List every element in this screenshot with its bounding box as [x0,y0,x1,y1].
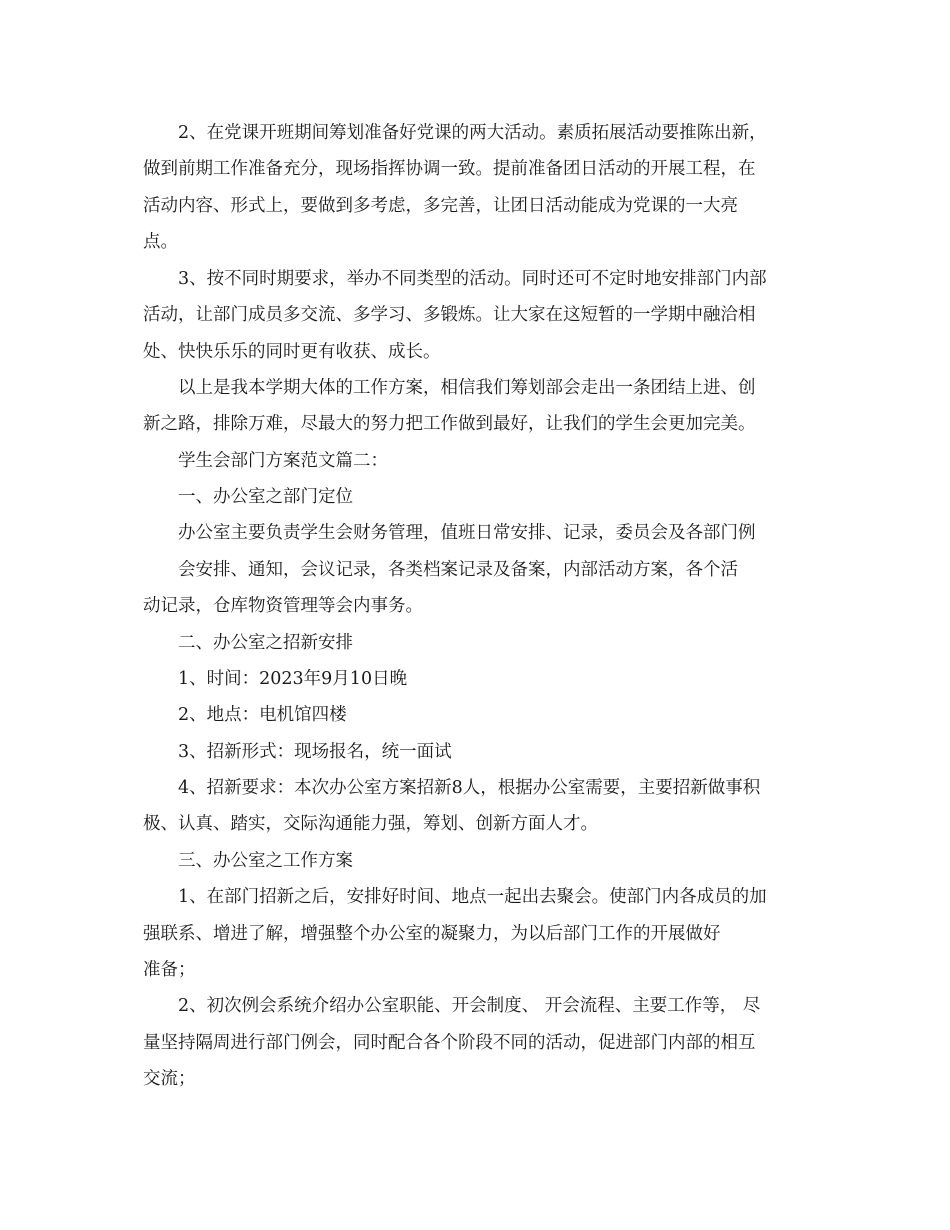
text-line: 准备； [143,960,196,980]
section-heading: 二、办公室之招新安排 [178,633,353,653]
section-heading: 学生会部门方案范文篇二： [178,451,388,471]
text-line: 极、认真、踏实，交际沟通能力强，筹划、创新方面人才。 [143,814,598,834]
list-item: 3、招新形式：现场报名，统一面试 [178,742,452,762]
text-line: 交流； [143,1069,196,1089]
text-line: 以上是我本学期大体的工作方案，相信我们筹划部会走出一条团结上进、创 [178,378,756,398]
text-line: 强联系、增进了解，增强整个办公室的凝聚力，为以后部门工作的开展做好 [143,924,721,944]
list-item: 2、初次例会系统介绍办公室职能、开会制度、 开会流程、主要工作等， 尽 [178,996,761,1016]
text-line: 点。 [143,232,178,252]
text-line: 做到前期工作准备充分，现场指挥协调一致。提前准备团日活动的开展工程，在 [143,159,756,179]
text-line: 2、在党课开班期间筹划准备好党课的两大活动。素质拓展活动要推陈出新， [178,123,767,143]
text-line: 处、快快乐乐的同时更有收获、成长。 [143,342,441,362]
list-item: 1、时间：2023年9月10日晚 [178,669,408,689]
text-line: 动记录，仓库物资管理等会内事务。 [143,596,423,616]
section-heading: 三、办公室之工作方案 [178,851,353,871]
list-item: 2、地点：电机馆四楼 [178,705,347,725]
list-item: 4、招新要求：本次办公室方案招新8人，根据办公室需要，主要招新做事积 [178,778,761,798]
section-heading: 一、办公室之部门定位 [178,487,353,507]
text-line: 3、按不同时期要求，举办不同类型的活动。同时还可不定时地安排部门内部 [178,269,767,289]
text-line: 量坚持隔周进行部门例会，同时配合各个阶段不同的活动，促进部门内部的相互 [143,1033,756,1053]
text-line: 活动内容、形式上，要做到多考虑，多完善，让团日活动能成为党课的一大亮 [143,196,738,216]
list-item: 1、在部门招新之后，安排好时间、地点一起出去聚会。使部门内各成员的加 [178,887,767,907]
text-line: 办公室主要负责学生会财务管理，值班日常安排、记录，委员会及各部门例 [178,523,756,543]
text-line: 新之路，排除万难，尽最大的努力把工作做到最好，让我们的学生会更加完美。 [143,414,756,434]
text-line: 活动，让部门成员多交流、多学习、多锻炼。让大家在这短暂的一学期中融洽相 [143,305,756,325]
text-line: 会安排、通知，会议记录，各类档案记录及备案，内部活动方案，各个活 [178,560,738,580]
